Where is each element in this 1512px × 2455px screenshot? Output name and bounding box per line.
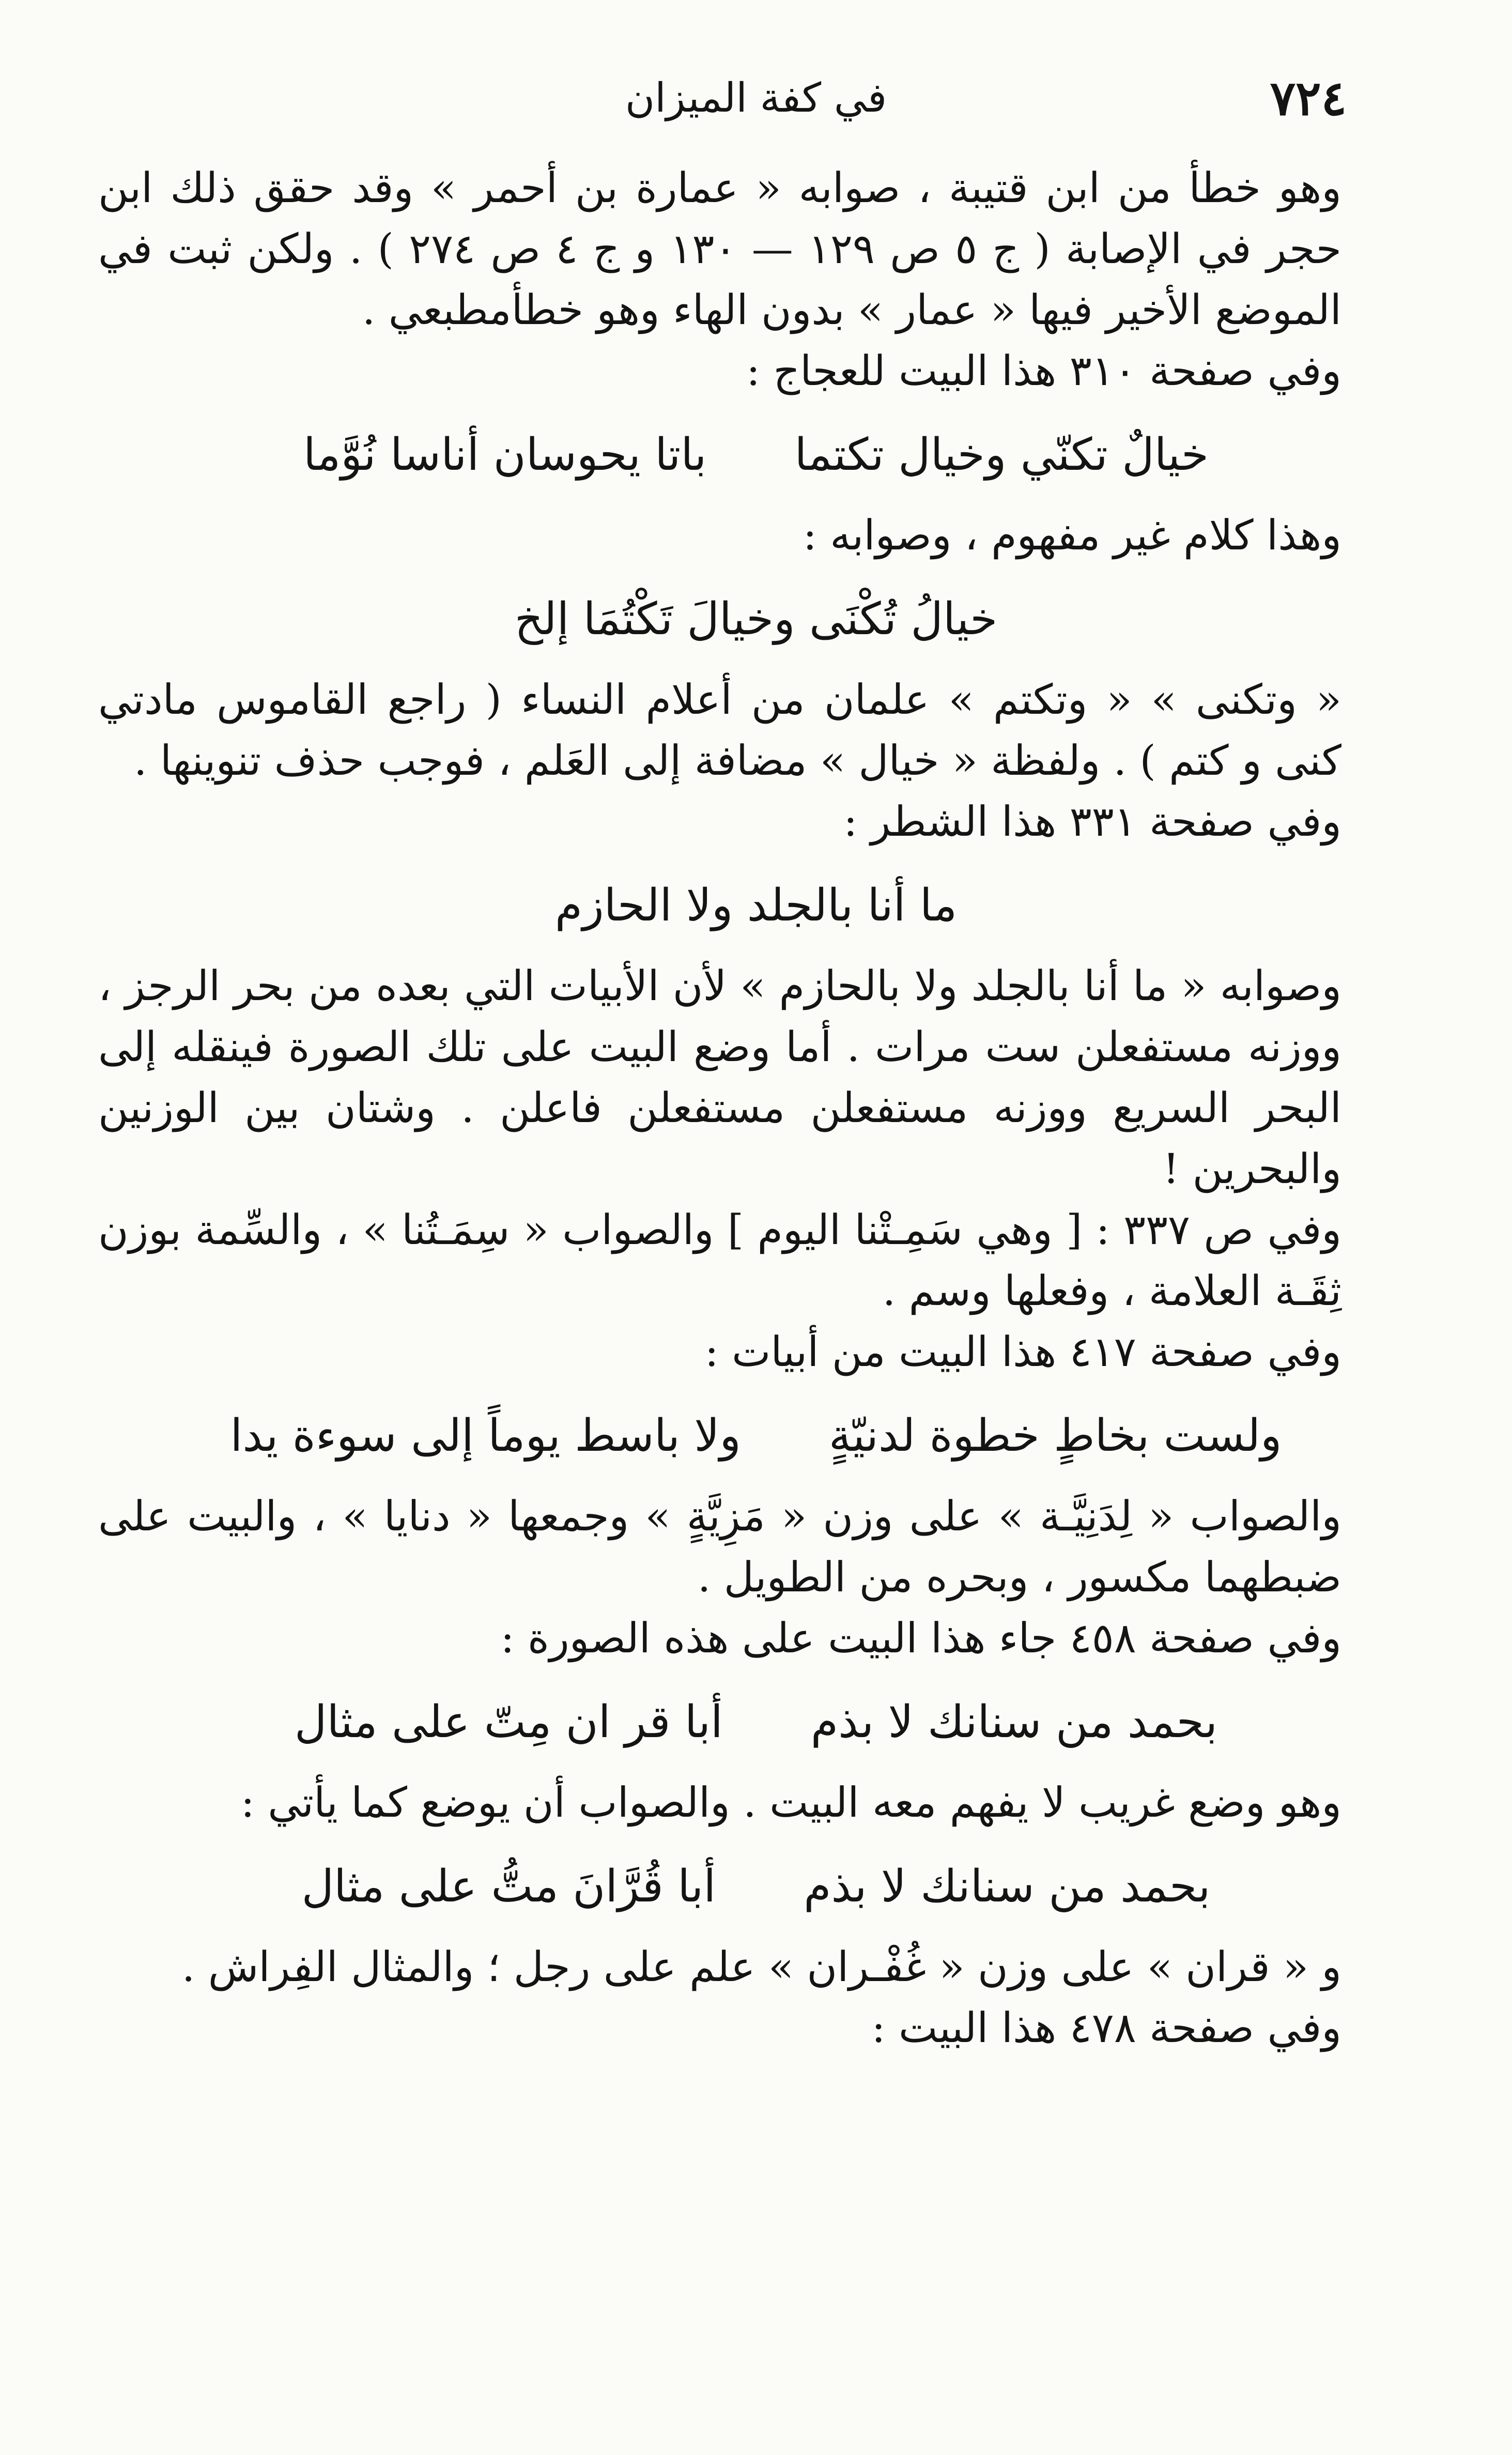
poem-verse [98,1683,1414,1761]
verse-first-hemistich: ولست بخاطٍ خطوة لدنيّةٍ [828,1410,1282,1462]
paragraph: وهو خطأ من ابن قتيبة ، صوابه « عمارة بن أحمر » وقد حقق ذلك ابن حجر في الإصابة ( ج ٥ ص ١٢٩ — ١٣٠ و ج ٤ ص ٢٧٤ ) . ولكن ثبت في الموضع الأخير فيها « عمار » بدون الهاء وهو خطأمطبعي . [98,164,1342,334]
paragraph: وفي صفحة ٣١٠ هذا البيت للعجاج : [746,347,1341,395]
running-title: في كفة الميزان [625,75,887,121]
page-body [98,158,1414,2059]
paragraph: وفي صفحة ٤٥٨ جاء هذا البيت على هذه الصورة : [500,1614,1341,1662]
poem-line [98,580,1414,658]
poem-verse [98,1848,1414,1925]
verse-first-hemistich: بحمد من سنانك لا بذم [804,1861,1211,1912]
verse-second-hemistich: أبا قر ان مِتّ على مثال [294,1696,723,1748]
paragraph: وصوابه « ما أنا بالجلد ولا بالحازم » لأن الأبيات التي بعده من بحر الرجز ، ووزنه مستفعلن ست مرات . أما وضع البيت على تلك الصورة فينقله إلى البحر السريع ووزنه مستفعلن مستفعلن فاعلن . وشتان بين الوزنين والبحرين ! [98,962,1341,1193]
paragraph: وفي صفحة ٤١٧ هذا البيت من أبيات : [704,1328,1341,1376]
verse-second-hemistich: أبا قُرَّانَ متُّ على مثال [301,1861,716,1912]
poem-line [98,867,1414,944]
verse-first-hemistich: بحمد من سنانك لا بذم [810,1696,1218,1748]
paragraph: وهذا كلام غير مفهوم ، وصوابه : [803,511,1341,559]
page-number: ٧٢٤ [1270,70,1347,126]
paragraph: وهو وضع غريب لا يفهم معه البيت . والصواب أن يوضع كما يأتي : [240,1778,1341,1827]
page-header [119,67,1393,129]
poem-verse [98,416,1414,494]
verse-first-hemistich: خيالٌ تكنّي وخيال تكتما [794,429,1209,481]
poem-verse [98,1397,1414,1475]
paragraph: والصواب « لِدَنِيَّـة » على وزن « مَزِيَّةٍ » وجمعها « دنايا » ، والبيت على ضبطهما مكسور ، وبحره من الطويل . [98,1492,1341,1601]
paragraph: وفي صفحة ٤٧٨ هذا البيت : [871,2004,1341,2052]
paragraph: « وتكنى » « وتكتم » علمان من أعلام النساء ( راجع القاموس مادتي كنى و كتم ) . ولفظة « خيال » مضافة إلى العَلم ، فوجب حذف تنوينها . [98,676,1341,785]
paragraph: و « قران » على وزن « غُفْـران » علم على رجل ؛ والمثال الفِراش . [181,1943,1341,1991]
paragraph: وفي ص ٣٣٧ : [ وهي سَمِـتْنا اليوم ] والصواب « سِمَـتُنا » ، والسِّمة بوزن ثِقَـة العلامة ، وفعلها وسم . [98,1206,1341,1315]
verse-second-hemistich: ولا باسط يوماً إلى سوءة يدا [230,1410,741,1462]
verse-text: خيالُ تُكْنَى وخيالَ تَكْتُمَا إلخ [514,593,998,645]
verse-text: ما أنا بالجلد ولا الحازم [554,880,958,931]
paragraph: وفي صفحة ٣٣١ هذا الشطر : [843,797,1341,846]
verse-second-hemistich: باتا يحوسان أناسا نُوَّما [303,429,707,481]
